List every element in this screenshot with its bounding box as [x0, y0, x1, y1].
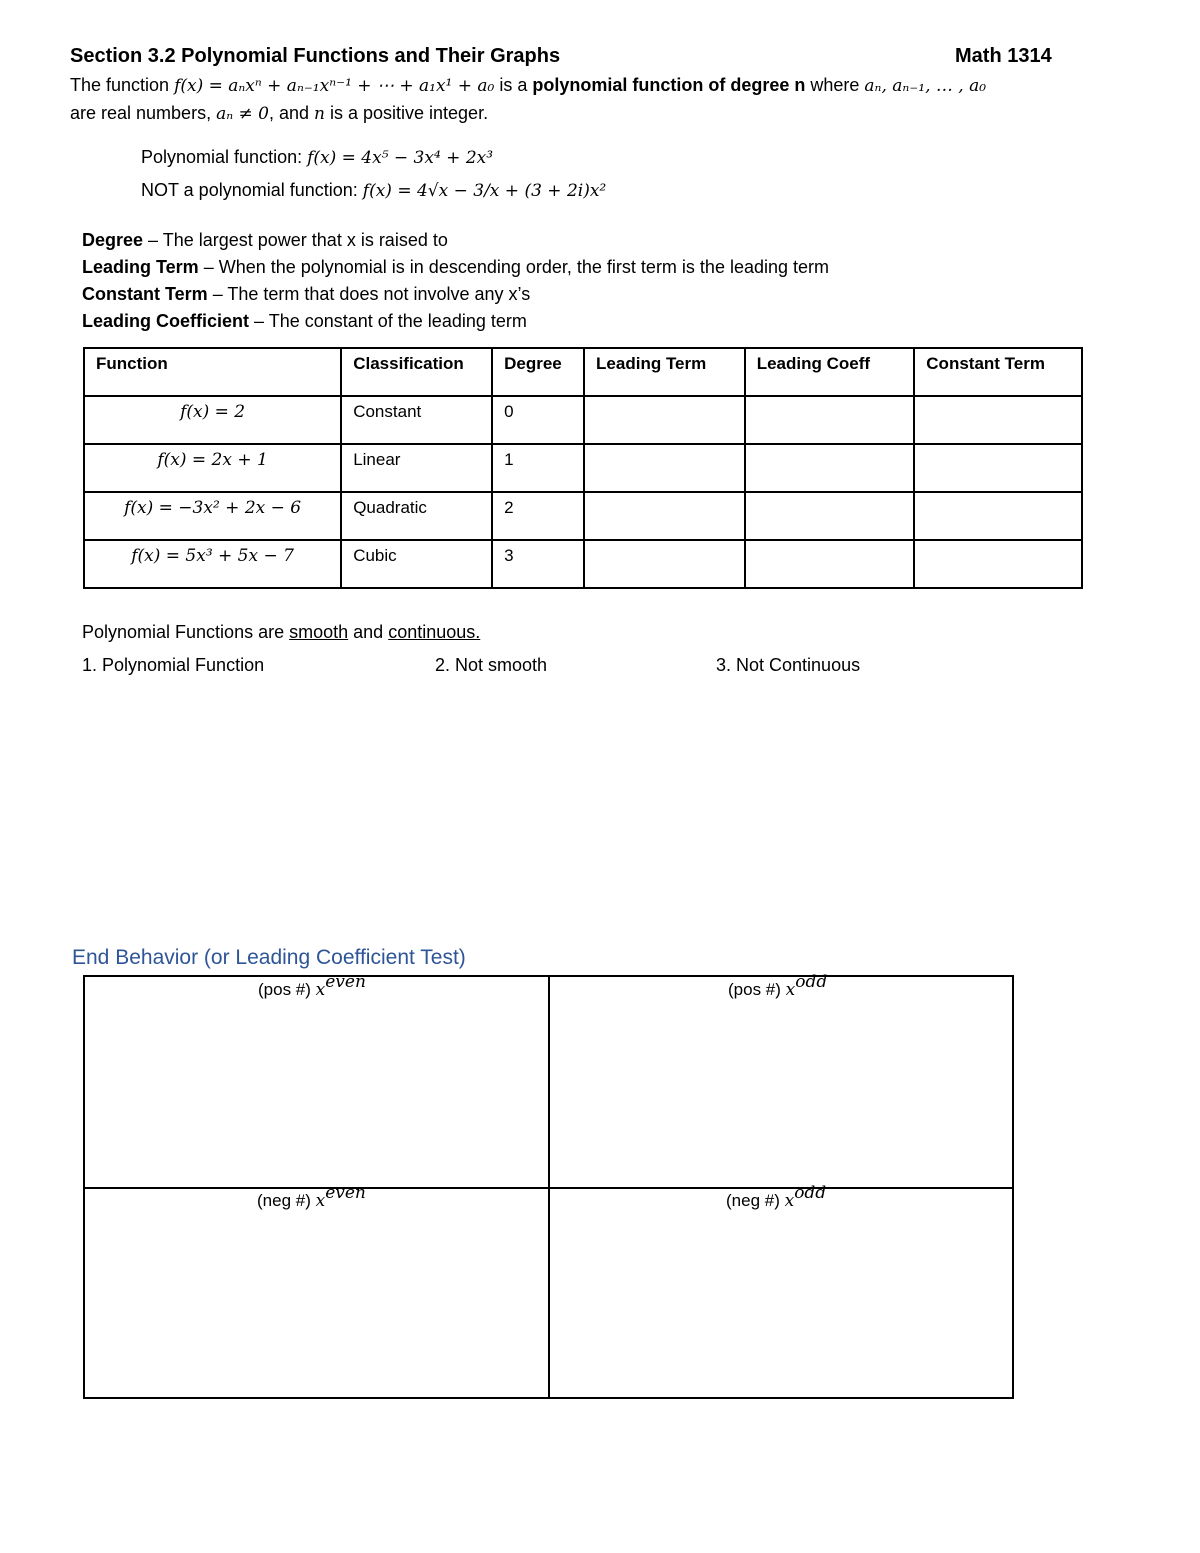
- cell-degree: 3: [492, 540, 584, 588]
- notpoly-example: [141, 180, 606, 201]
- cell-function: f(x) = 2x + 1: [84, 444, 341, 492]
- cell-classification: Constant: [341, 396, 492, 444]
- cell-classification: Quadratic: [341, 492, 492, 540]
- course-label: Math 1314: [955, 45, 1052, 67]
- example-polynomial-function: 1. Polynomial Function: [82, 655, 265, 675]
- cell-leading-term[interactable]: [584, 492, 745, 540]
- smooth-text: and: [348, 622, 389, 642]
- notpoly-example-formula: f(x) = 4√x − 3/x + (3 + 2i)x²: [362, 181, 607, 201]
- cell-constant-term[interactable]: [914, 444, 1082, 492]
- exponent: odd: [794, 1183, 827, 1203]
- term-constant-term: [82, 284, 530, 305]
- table-row: [84, 492, 1082, 540]
- poly-example: [141, 147, 493, 168]
- example-not-smooth: 2. Not smooth: [435, 655, 548, 675]
- poly-example-label: Polynomial function:: [141, 147, 308, 167]
- coefficient-sign: (neg #): [257, 1191, 316, 1210]
- term-desc: – The constant of the leading term: [249, 311, 527, 331]
- term-leading-term: [82, 257, 829, 278]
- definition-text: is a: [494, 75, 533, 95]
- header-degree: Degree: [492, 348, 584, 396]
- definition-line-1: [70, 75, 986, 96]
- coefficient-sign: (pos #): [728, 980, 786, 999]
- cell-degree: 1: [492, 444, 584, 492]
- table-row: [84, 444, 1082, 492]
- cell-neg-even-label: (neg #) $x^{even}$: [257, 1183, 366, 1211]
- cell-pos-even-label: (pos #) $x^{even}$: [258, 972, 366, 1000]
- page-title: Section 3.2 Polynomial Functions and Their Graphs: [70, 45, 561, 67]
- cell-constant-term[interactable]: [914, 396, 1082, 444]
- cell-leading-term[interactable]: [584, 396, 745, 444]
- definition-line-2: [70, 103, 488, 124]
- cell-classification: Linear: [341, 444, 492, 492]
- coefficient-list: aₙ, aₙ₋₁, … , a₀: [864, 76, 987, 96]
- cell-leading-coeff[interactable]: [745, 540, 915, 588]
- cell-function: f(x) = 5x³ + 5x − 7: [84, 540, 341, 588]
- general-formula: f(x) = aₙxⁿ + aₙ₋₁xⁿ⁻¹ + ⋯ + a₁x¹ + a₀: [174, 76, 495, 96]
- cell-leading-term[interactable]: [584, 540, 745, 588]
- notpoly-example-label: NOT a polynomial function:: [141, 180, 363, 200]
- cell-leading-coeff[interactable]: [745, 444, 915, 492]
- header-leading-coeff: Leading Coeff: [745, 348, 915, 396]
- continuous-word: continuous.: [388, 622, 481, 642]
- header-function: Function: [84, 348, 341, 396]
- exponent: odd: [795, 972, 828, 992]
- term-desc: – The largest power that x is raised to: [143, 230, 448, 250]
- cell-classification: Cubic: [341, 540, 492, 588]
- cell-constant-term[interactable]: [914, 492, 1082, 540]
- smooth-text: Polynomial Functions are: [82, 622, 290, 642]
- definition-text: is a positive integer.: [324, 103, 489, 123]
- cell-leading-term[interactable]: [584, 444, 745, 492]
- definition-text: The function: [70, 75, 175, 95]
- table-header-row: [84, 348, 1082, 396]
- cell-leading-coeff[interactable]: [745, 396, 915, 444]
- term-name: Constant Term: [82, 284, 208, 304]
- cell-function: f(x) = −3x² + 2x − 6: [84, 492, 341, 540]
- term-name: Leading Term: [82, 257, 199, 277]
- cell-degree: 0: [492, 396, 584, 444]
- n-variable: n: [314, 104, 325, 124]
- coefficient-sign: (pos #): [258, 980, 316, 999]
- cell-constant-term[interactable]: [914, 540, 1082, 588]
- header-leading-term: Leading Term: [584, 348, 745, 396]
- classification-table: [83, 347, 1083, 589]
- definition-text: where: [805, 75, 865, 95]
- cell-degree: 2: [492, 492, 584, 540]
- term-name: Degree: [82, 230, 144, 250]
- table-row: [84, 540, 1082, 588]
- cell-function: f(x) = 2: [84, 396, 341, 444]
- exponent: even: [325, 972, 366, 992]
- definition-term: polynomial function of degree n: [532, 75, 806, 95]
- term-degree: [82, 230, 448, 251]
- coefficient-sign: (neg #): [726, 1191, 785, 1210]
- definition-text: , and: [268, 103, 315, 123]
- grid-divider-horizontal: [83, 1187, 1014, 1189]
- smooth-continuous-line: [82, 622, 480, 643]
- header-constant-term: Constant Term: [914, 348, 1082, 396]
- leading-condition: aₙ ≠ 0: [216, 104, 269, 124]
- term-name: Leading Coefficient: [82, 311, 250, 331]
- term-desc: – The term that does not involve any x’s: [207, 284, 531, 304]
- cell-leading-coeff[interactable]: [745, 492, 915, 540]
- poly-example-formula: f(x) = 4x⁵ − 3x⁴ + 2x³: [307, 148, 494, 168]
- end-behavior-title: End Behavior (or Leading Coefficient Test): [72, 946, 466, 969]
- cell-neg-odd-label: (neg #) $x^{odd}$: [726, 1183, 827, 1211]
- definition-text: are real numbers,: [70, 103, 217, 123]
- smooth-word: smooth: [289, 622, 349, 642]
- exponent: even: [325, 1183, 366, 1203]
- cell-pos-odd-label: (pos #) $x^{odd}$: [728, 972, 828, 1000]
- term-leading-coefficient: [82, 311, 527, 332]
- example-not-continuous: 3. Not Continuous: [716, 655, 861, 675]
- header-classification: Classification: [341, 348, 492, 396]
- table-row: [84, 396, 1082, 444]
- term-desc: – When the polynomial is in descending order, the first term is the leading term: [198, 257, 830, 277]
